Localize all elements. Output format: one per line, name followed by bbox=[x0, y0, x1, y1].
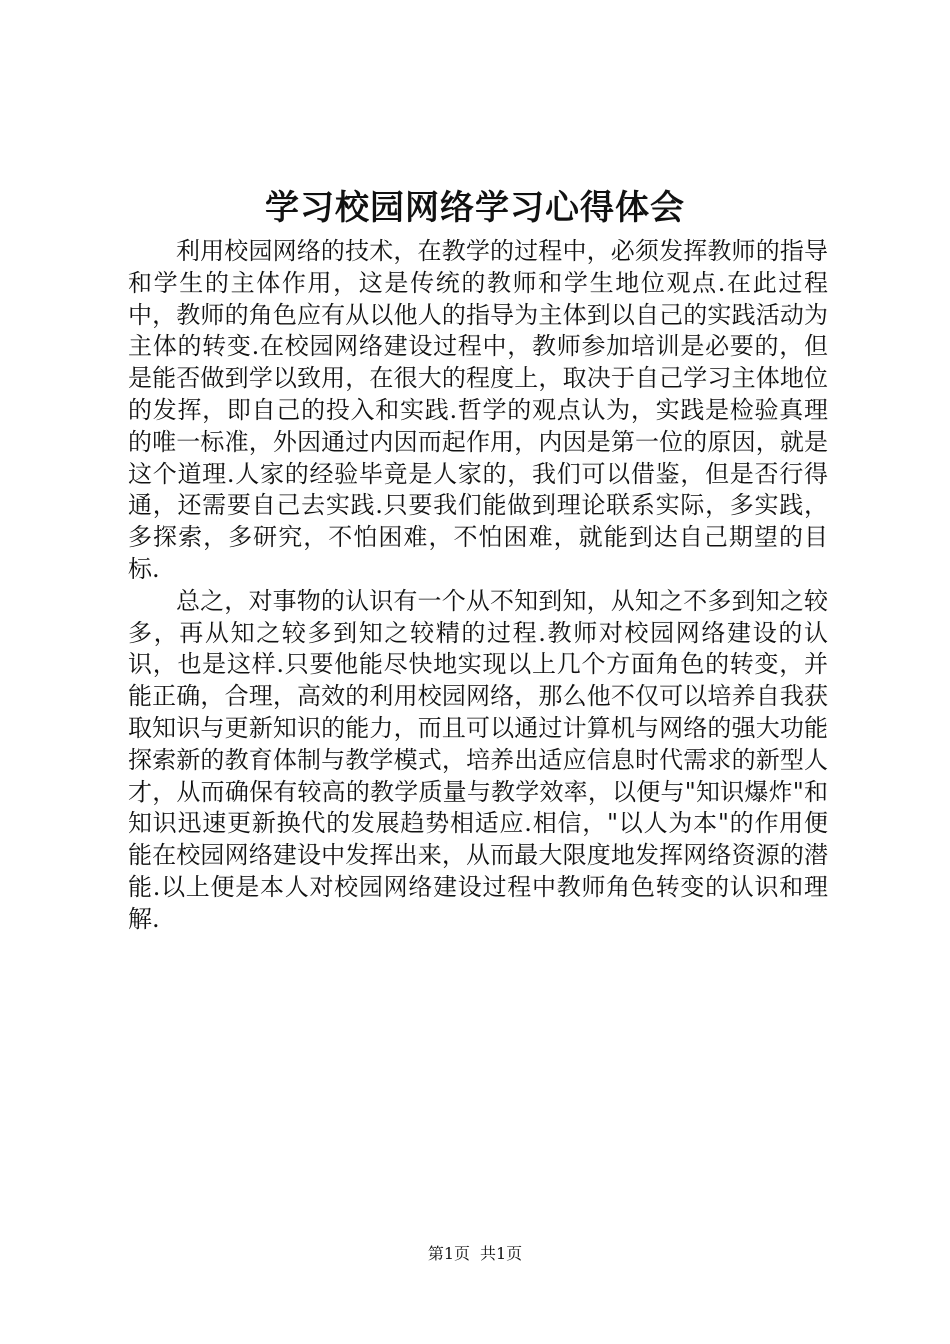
page-footer bbox=[0, 1243, 950, 1265]
document-title: 学习校园网络学习心得体会 bbox=[265, 188, 685, 228]
paragraph-2: 总之，对事物的认识有一个从不知到知，从知之不多到知之较多，再从知之较多到知之较精的过程.教师对校园网络建设的认识，也是这样.只要他能尽快地实现以上几个方面角色的转变，并能正确，合理，高效的利用校园网络，那么他不仅可以培养自我获取知识与更新知识的能力，而且可以通过计算机与网络的强大功能探索新的教育体制与教学模式，培养出适应信息时代需求的新型人才，从而确保有较高的教学质量与教学效率，以便与"知识爆炸"和知识迅速更新换代的发展趋势相适应.相信，"以人为本"的作用便能在校园网络建设中发挥出来，从而最大限度地发挥网络资源的潜能.以上便是本人对校园网络建设过程中教师角色转变的认识和理解. bbox=[128, 586, 828, 933]
page-number-current: 第1页 bbox=[427, 1244, 470, 1263]
document-body bbox=[128, 236, 828, 936]
paragraph-1: 利用校园网络的技术，在教学的过程中，必须发挥教师的指导和学生的主体作用，这是传统的教师和学生地位观点.在此过程中，教师的角色应有从以他人的指导为主体到以自己的实践活动为主体的转变.在校园网络建设过程中，教师参加培训是必要的，但是能否做到学以致用，在很大的程度上，取决于自己学习主体地位的发挥，即自己的投入和实践.哲学的观点认为，实践是检验真理的唯一标准，外因通过内因而起作用，内因是第一位的原因，就是这个道理.人家的经验毕竟是人家的，我们可以借鉴，但是否行得通，还需要自己去实践.只要我们能做到理论联系实际，多实践，多探索，多研究，不怕困难，不怕困难，就能到达自己期望的目标. bbox=[128, 237, 828, 583]
page-number-total: 共1页 bbox=[480, 1244, 523, 1263]
